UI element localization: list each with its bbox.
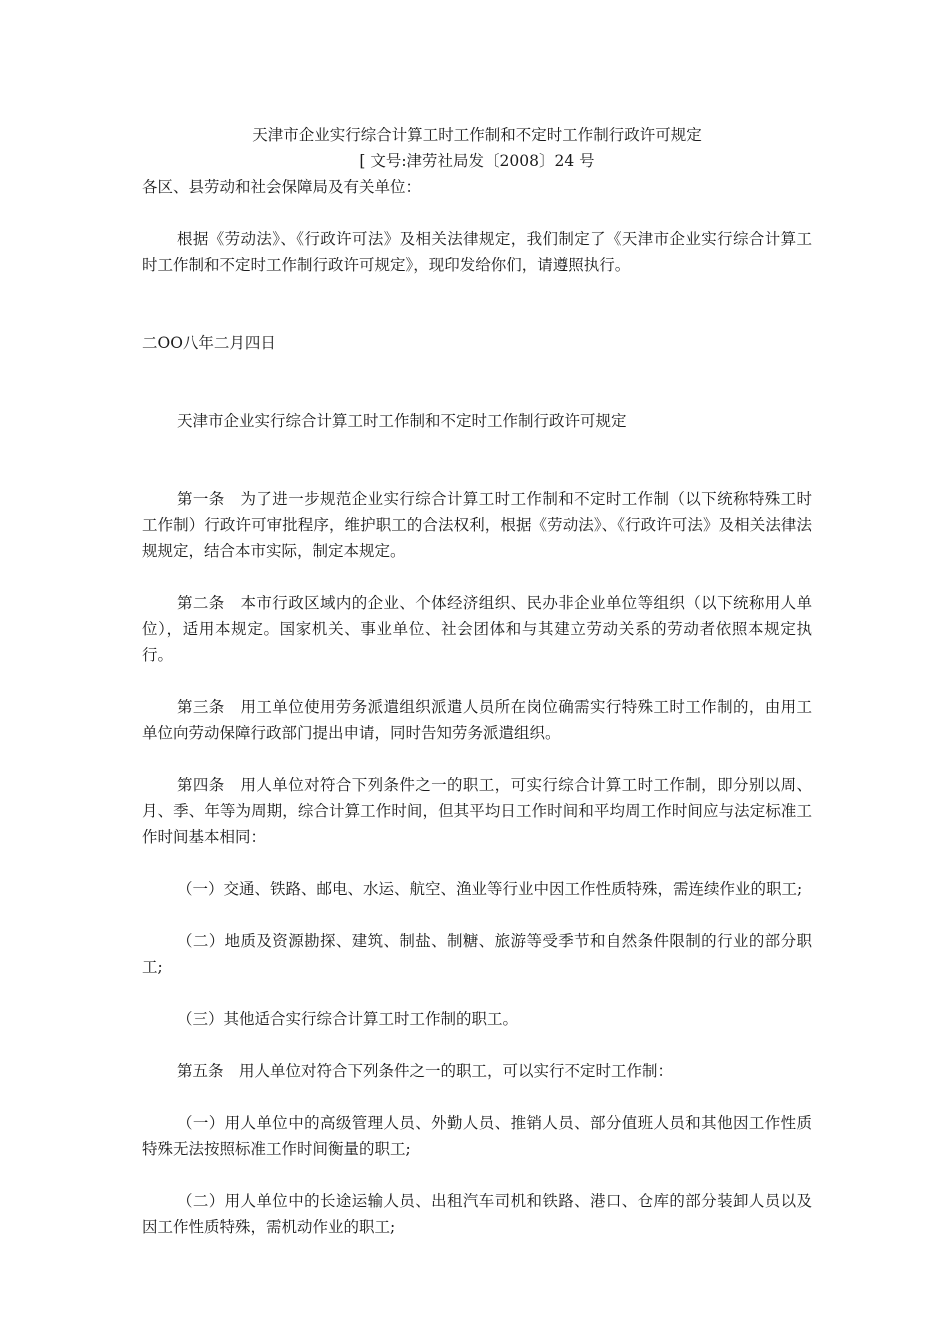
salutation: 各区、县劳动和社会保障局及有关单位： — [142, 178, 422, 196]
document-page — [142, 122, 812, 1240]
document-number: [ 文号:津劳社局发〔2008〕24 号 — [359, 152, 595, 170]
article-3: 第三条 用工单位使用劳务派遣组织派遣人员所在岗位确需实行特殊工时工作制的，由用工单位向劳动保障行政部门提出申请，同时告知劳务派遣组织。 — [142, 698, 812, 742]
article-5: 第五条 用人单位对符合下列条件之一的职工，可以实行不定时工作制： — [177, 1062, 674, 1080]
regulation-subtitle: 天津市企业实行综合计算工时工作制和不定时工作制行政许可规定 — [177, 412, 627, 430]
article-4-item-2: （二）地质及资源勘探、建筑、制盐、制糖、旅游等受季节和自然条件限制的行业的部分职工; — [142, 932, 812, 976]
intro-paragraph: 根据《劳动法》、《行政许可法》及相关法律规定，我们制定了《天津市企业实行综合计算工时工作制和不定时工作制行政许可规定》，现印发给你们，请遵照执行。 — [142, 230, 812, 274]
article-5-item-1: （一）用人单位中的高级管理人员、外勤人员、推销人员、部分值班人员和其他因工作性质特殊无法按照标准工作时间衡量的职工; — [142, 1114, 812, 1158]
article-4-item-1: （一）交通、铁路、邮电、水运、航空、渔业等行业中因工作性质特殊，需连续作业的职工; — [177, 880, 803, 898]
document-title: 天津市企业实行综合计算工时工作制和不定时工作制行政许可规定 — [252, 126, 702, 144]
issue-date: 二OO八年二月四日 — [142, 334, 276, 352]
article-1: 第一条 为了进一步规范企业实行综合计算工时工作制和不定时工作制（以下统称特殊工时工作制）行政许可审批程序，维护职工的合法权利，根据《劳动法》、《行政许可法》及相关法律法规规定，结合本市实际，制定本规定。 — [142, 490, 812, 560]
article-5-item-2: （二）用人单位中的长途运输人员、出租汽车司机和铁路、港口、仓库的部分装卸人员以及因工作性质特殊，需机动作业的职工; — [142, 1192, 812, 1236]
article-2: 第二条 本市行政区域内的企业、个体经济组织、民办非企业单位等组织（以下统称用人单位），适用本规定。国家机关、事业单位、社会团体和与其建立劳动关系的劳动者依照本规定执行。 — [142, 594, 812, 664]
article-4: 第四条 用人单位对符合下列条件之一的职工，可实行综合计算工时工作制，即分别以周、月、季、年等为周期，综合计算工作时间，但其平均日工作时间和平均周工作时间应与法定标准工作时间基本相同： — [142, 776, 812, 846]
article-4-item-3: （三）其他适合实行综合计算工时工作制的职工。 — [177, 1010, 519, 1028]
